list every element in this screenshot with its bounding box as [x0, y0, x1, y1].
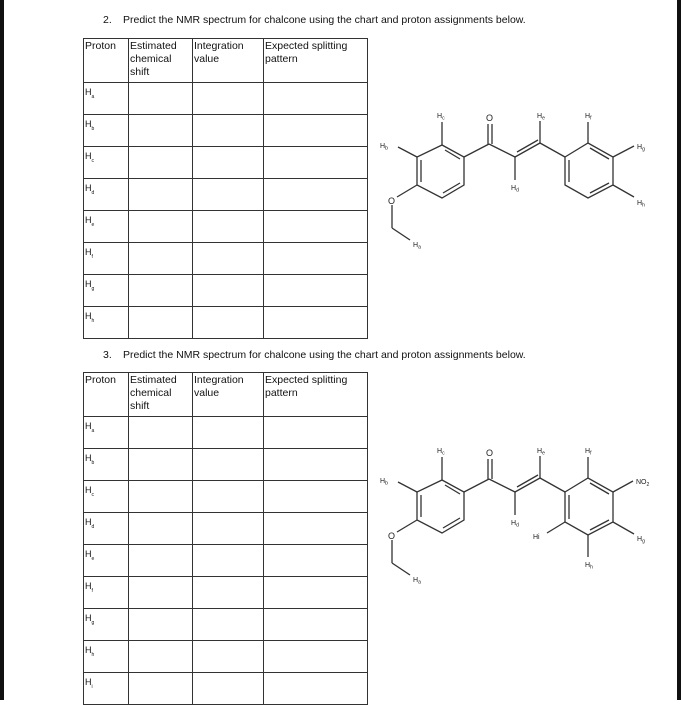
chemical-shift-cell[interactable] — [129, 577, 193, 609]
proton-cell: $H_b$ — [84, 115, 129, 147]
label-hg: $H_g$ — [637, 536, 645, 545]
proton-cell: $H_i$ — [84, 673, 129, 705]
header-splitting: Expected splitting pattern — [264, 39, 368, 83]
splitting-cell[interactable] — [264, 577, 368, 609]
integration-cell[interactable] — [193, 449, 264, 481]
chalcone-structure-1-labels — [380, 113, 645, 251]
label-ether-o: O — [388, 531, 396, 541]
chemical-shift-cell[interactable] — [129, 641, 193, 673]
label-hi: Hi — [533, 534, 540, 541]
table-row — [84, 641, 368, 673]
proton-cell: $H_h$ — [84, 307, 129, 339]
integration-cell[interactable] — [193, 577, 264, 609]
label-hb: $H_b$ — [380, 478, 388, 487]
table-row — [84, 481, 368, 513]
chemical-shift-cell[interactable] — [129, 513, 193, 545]
integration-cell[interactable] — [193, 641, 264, 673]
label-ether-o: O — [388, 196, 396, 206]
label-hc: $H_c$ — [437, 113, 445, 122]
integration-cell[interactable] — [193, 609, 264, 641]
splitting-cell[interactable] — [264, 641, 368, 673]
proton-cell: $H_g$ — [84, 609, 129, 641]
label-hh: $H_h$ — [637, 200, 645, 209]
header-chemical-shift: Estimated chemical shift — [129, 373, 193, 417]
label-hh: $H_h$ — [585, 562, 593, 571]
chemical-shift-cell[interactable] — [129, 417, 193, 449]
label-carbonyl-o: O — [486, 113, 494, 123]
proton-cell: $H_c$ — [84, 481, 129, 513]
splitting-cell[interactable] — [264, 513, 368, 545]
integration-cell[interactable] — [193, 545, 264, 577]
proton-cell: $H_f$ — [84, 243, 129, 275]
integration-cell[interactable] — [193, 417, 264, 449]
header-integration: Integration value — [193, 373, 264, 417]
chemical-shift-cell[interactable] — [129, 481, 193, 513]
label-hd: $H_d$ — [511, 185, 519, 194]
question-number: 3. — [103, 349, 112, 361]
nmr-table-question-3 — [83, 372, 368, 705]
header-chemical-shift: Estimated chemical shift — [129, 39, 193, 83]
question-text: Predict the NMR spectrum for chalcone using the chart and proton assignments below. — [123, 14, 526, 26]
proton-cell: $H_e$ — [84, 211, 129, 243]
label-hc: $H_c$ — [437, 448, 445, 457]
proton-cell: $H_d$ — [84, 179, 129, 211]
table-row — [84, 449, 368, 481]
label-hd: $H_d$ — [511, 520, 519, 529]
proton-cell: $H_a$ — [84, 83, 129, 115]
table-header-row — [84, 373, 368, 417]
chalcone-structure-1 — [392, 121, 634, 240]
proton-cell: $H_e$ — [84, 545, 129, 577]
chemical-shift-cell[interactable] — [129, 545, 193, 577]
chalcone-structure-2 — [392, 456, 634, 575]
integration-cell[interactable] — [193, 481, 264, 513]
question-text: Predict the NMR spectrum for chalcone using the chart and proton assignments below. — [123, 349, 526, 361]
label-he: $H_e$ — [537, 113, 545, 122]
header-integration: Integration value — [193, 39, 264, 83]
proton-cell: $H_h$ — [84, 641, 129, 673]
header-splitting: Expected splitting pattern — [264, 373, 368, 417]
splitting-cell[interactable] — [264, 609, 368, 641]
label-hg: $H_g$ — [637, 144, 645, 153]
proton-cell: $H_d$ — [84, 513, 129, 545]
splitting-cell[interactable] — [264, 545, 368, 577]
label-ha: $H_a$ — [413, 242, 421, 251]
table-row — [84, 609, 368, 641]
table-row — [84, 545, 368, 577]
proton-cell: $H_f$ — [84, 577, 129, 609]
label-no2: $NO_2$ — [636, 479, 650, 488]
table-row — [84, 417, 368, 449]
header-proton: Proton — [84, 373, 129, 417]
label-ha: $H_a$ — [413, 577, 421, 586]
proton-cell: $H_a$ — [84, 417, 129, 449]
label-hf: $H_f$ — [585, 448, 592, 457]
header-proton: Proton — [84, 39, 129, 83]
table-row — [84, 577, 368, 609]
chemical-shift-cell[interactable] — [129, 609, 193, 641]
proton-cell: $H_c$ — [84, 147, 129, 179]
splitting-cell[interactable] — [264, 449, 368, 481]
question-number: 2. — [103, 14, 112, 26]
label-hf: $H_f$ — [585, 113, 592, 122]
splitting-cell[interactable] — [264, 417, 368, 449]
table-row — [84, 513, 368, 545]
proton-cell: $H_b$ — [84, 449, 129, 481]
label-hb: $H_b$ — [380, 143, 388, 152]
label-he: $H_e$ — [537, 448, 545, 457]
chemical-shift-cell[interactable] — [129, 449, 193, 481]
proton-cell: $H_g$ — [84, 275, 129, 307]
label-carbonyl-o: O — [486, 448, 494, 458]
splitting-cell[interactable] — [264, 481, 368, 513]
integration-cell[interactable] — [193, 513, 264, 545]
